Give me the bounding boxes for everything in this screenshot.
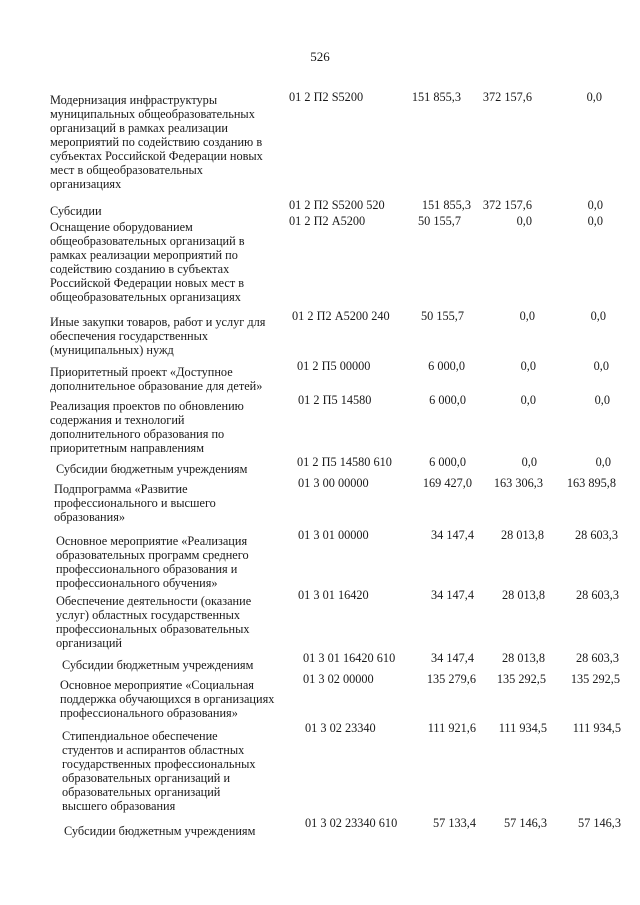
row-value-1: 169 427,0 xyxy=(422,476,472,490)
row-value-3: 28 603,3 xyxy=(575,588,619,602)
row-value-1: 151 855,3 xyxy=(411,90,461,104)
row-value-3: 0,0 xyxy=(587,214,603,228)
row-name: Основное мероприятие «Реализация образовательных программ среднего профессионального образования и профессионального обучения» xyxy=(56,534,249,590)
row-code: 01 3 01 00000 xyxy=(298,528,369,542)
row-value-1: 50 155,7 xyxy=(420,309,464,323)
row-value-3: 0,0 xyxy=(595,455,611,469)
row-code: 01 2 П2 S5200 xyxy=(289,90,364,104)
row-code: 01 2 П5 00000 xyxy=(297,359,371,373)
row-value-2: 28 013,8 xyxy=(501,588,545,602)
row-name: Субсидии бюджетным учреждениям xyxy=(62,658,254,672)
row-value-1: 6 000,0 xyxy=(428,359,465,373)
row-value-1: 34 147,4 xyxy=(430,528,474,542)
row-code: 01 3 01 16420 xyxy=(298,588,369,602)
row-value-1: 151 855,3 xyxy=(421,198,471,212)
row-name: Оснащение оборудованием общеобразовательных организаций в рамках реализации мероприятий по содействию созданию в субъектах Российской Федерации новых мест в общеобразовательных организациях xyxy=(50,220,245,304)
row-value-1: 34 147,4 xyxy=(430,588,474,602)
row-value-3: 0,0 xyxy=(586,90,602,104)
row-value-3: 0,0 xyxy=(594,393,610,407)
row-value-2: 0,0 xyxy=(520,359,536,373)
row-name: Стипендиальное обеспечение студентов и аспирантов областных государственных профессиональных образовательных организаций и образовательных организаций высшего образования xyxy=(62,729,256,813)
row-value-1: 135 279,6 xyxy=(426,672,476,686)
row-name: Субсидии бюджетным учреждениям xyxy=(64,824,256,838)
row-name: Реализация проектов по обновлению содержания и технологий дополнительного образования по приоритетным направлениям xyxy=(50,399,244,455)
row-value-2: 372 157,6 xyxy=(482,90,532,104)
row-name: Приоритетный проект «Доступное дополнительное образование для детей» xyxy=(50,365,263,393)
row-name: Субсидии xyxy=(50,204,102,218)
row-name: Субсидии бюджетным учреждениям xyxy=(56,462,248,476)
row-value-3: 163 895,8 xyxy=(566,476,616,490)
row-value-3: 28 603,3 xyxy=(574,528,618,542)
row-code: 01 2 П5 14580 610 xyxy=(297,455,392,469)
row-value-2: 163 306,3 xyxy=(493,476,543,490)
row-value-3: 0,0 xyxy=(587,198,603,212)
row-value-2: 372 157,6 xyxy=(482,198,532,212)
row-name: Модернизация инфраструктуры муниципальных общеобразовательных организаций в рамках реализации мероприятий по содействию созданию в субъектах Российской Федерации новых мест в общеобразовательных организациях xyxy=(50,93,263,191)
row-value-1: 111 921,6 xyxy=(427,721,476,735)
row-value-1: 6 000,0 xyxy=(429,455,466,469)
row-code: 01 3 02 23340 610 xyxy=(305,816,398,830)
row-value-3: 135 292,5 xyxy=(570,672,620,686)
row-code: 01 2 П2 А5200 240 xyxy=(292,309,390,323)
row-value-3: 28 603,3 xyxy=(575,651,619,665)
row-code: 01 2 П2 S5200 520 xyxy=(289,198,385,212)
row-code: 01 3 01 16420 610 xyxy=(303,651,396,665)
row-value-1: 57 133,4 xyxy=(432,816,476,830)
row-value-2: 0,0 xyxy=(516,214,532,228)
row-value-2: 111 934,5 xyxy=(498,721,547,735)
row-value-2: 135 292,5 xyxy=(496,672,546,686)
row-value-2: 28 013,8 xyxy=(500,528,544,542)
row-value-1: 50 155,7 xyxy=(417,214,461,228)
row-value-3: 57 146,3 xyxy=(577,816,621,830)
row-value-3: 0,0 xyxy=(593,359,609,373)
row-value-3: 111 934,5 xyxy=(572,721,621,735)
row-name: Иные закупки товаров, работ и услуг для обеспечения государственных (муниципальных) нужд xyxy=(50,315,266,357)
page-number: 526 xyxy=(310,49,330,64)
row-value-2: 0,0 xyxy=(520,393,536,407)
row-value-1: 34 147,4 xyxy=(430,651,474,665)
row-code: 01 3 02 23340 xyxy=(305,721,376,735)
row-code: 01 3 00 00000 xyxy=(298,476,369,490)
row-name: Обеспечение деятельности (оказание услуг) областных государственных профессиональных образовательных организаций xyxy=(56,594,252,650)
row-value-3: 0,0 xyxy=(590,309,606,323)
row-code: 01 2 П2 А5200 xyxy=(289,214,366,228)
row-value-2: 0,0 xyxy=(521,455,537,469)
row-value-2: 57 146,3 xyxy=(503,816,547,830)
row-value-1: 6 000,0 xyxy=(429,393,466,407)
row-value-2: 0,0 xyxy=(519,309,535,323)
row-name: Основное мероприятие «Социальная поддержка обучающихся в организациях профессионального образования» xyxy=(60,678,275,720)
row-value-2: 28 013,8 xyxy=(501,651,545,665)
row-code: 01 3 02 00000 xyxy=(303,672,374,686)
row-name: Подпрограмма «Развитие профессионального и высшего образования» xyxy=(54,482,216,524)
row-code: 01 2 П5 14580 xyxy=(298,393,372,407)
